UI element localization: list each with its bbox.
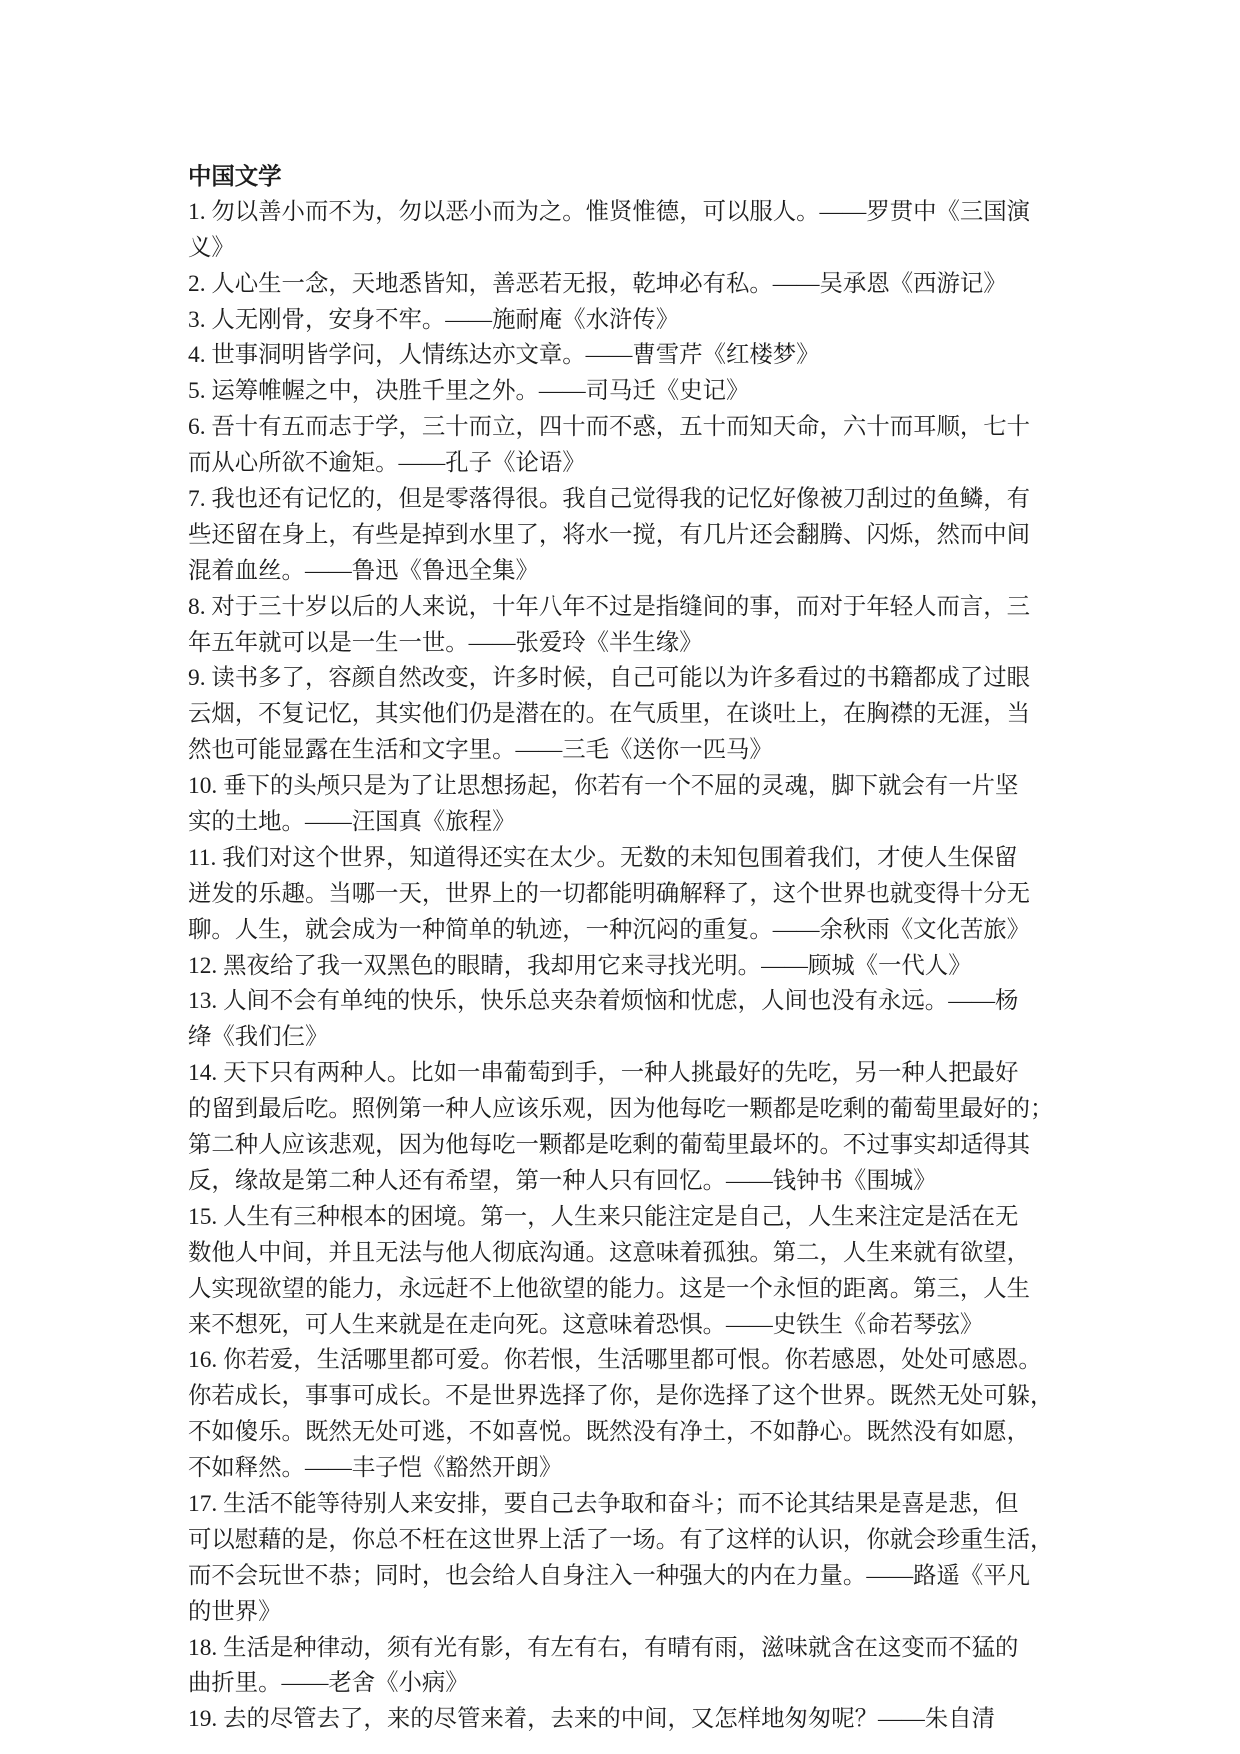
quote-item-17	[188, 1487, 1088, 1631]
quote-line: 绛《我们仨》	[188, 1024, 329, 1051]
quote-item-9	[188, 661, 1088, 769]
quote-line: 而从心所欲不逾矩。——孔子《论语》	[188, 450, 586, 477]
quote-item-8	[188, 590, 1088, 662]
quote-line: 17. 生活不能等待别人来安排，要自己去争取和奋斗；而不论其结果是喜是悲，但	[188, 1490, 1019, 1517]
quote-item-6	[188, 410, 1088, 482]
quote-line: 19. 去的尽管去了，来的尽管来着，去来的中间，又怎样地匆匆呢？——朱自清	[188, 1706, 995, 1733]
quote-line: 6. 吾十有五而志于学，三十而立，四十而不惑，五十而知天命，六十而耳顺，七十	[188, 414, 1031, 441]
quote-line: 来不想死，可人生来就是在走向死。这意味着恐惧。——史铁生《命若琴弦》	[188, 1311, 984, 1338]
quote-line: 2. 人心生一念，天地悉皆知，善恶若无报，乾坤必有私。——吴承恩《西游记》	[188, 270, 1007, 297]
quote-line: 8. 对于三十岁以后的人来说，十年八年不过是指缝间的事，而对于年轻人而言，三	[188, 593, 1031, 620]
quote-item-4	[188, 338, 1088, 374]
quote-line: 13. 人间不会有单纯的快乐，快乐总夹杂着烦恼和忧虑，人间也没有永远。——杨	[188, 988, 1019, 1015]
quote-item-3	[188, 303, 1088, 339]
quote-line: 人实现欲望的能力，永远赶不上他欲望的能力。这是一个永恒的距离。第三，人生	[188, 1275, 1031, 1302]
quote-line: 实的土地。——汪国真《旅程》	[188, 809, 516, 836]
quote-line: 不如傻乐。既然无处可逃，不如喜悦。既然没有净土，不如静心。既然没有如愿，	[188, 1419, 1031, 1446]
quote-line: 11. 我们对这个世界，知道得还实在太少。无数的未知包围着我们，才使人生保留	[188, 844, 1018, 871]
quote-line: 聊。人生，就会成为一种简单的轨迹，一种沉闷的重复。——余秋雨《文化苦旅》	[188, 916, 1031, 943]
quote-line: 义》	[188, 234, 235, 261]
document-body	[188, 159, 1088, 1738]
quote-line: 混着血丝。——鲁迅《鲁迅全集》	[188, 557, 539, 584]
quote-item-12	[188, 949, 1088, 985]
quote-line: 10. 垂下的头颅只是为了让思想扬起，你若有一个不屈的灵魂，脚下就会有一片坚	[188, 773, 1019, 800]
quote-line: 4. 世事洞明皆学问，人情练达亦文章。——曹雪芹《红楼梦》	[188, 342, 820, 369]
quote-line: 的留到最后吃。照例第一种人应该乐观，因为他每吃一颗都是吃剩的葡萄里最好的；	[188, 1096, 1054, 1123]
quote-line: 些还留在身上，有些是掉到水里了，将水一搅，有几片还会翻腾、闪烁，然而中间	[188, 521, 1031, 548]
quote-line: 你若成长，事事可成长。不是世界选择了你，是你选择了这个世界。既然无处可躲，	[188, 1383, 1054, 1410]
quote-item-15	[188, 1200, 1088, 1344]
quote-line: 9. 读书多了，容颜自然改变，许多时候，自己可能以为许多看过的书籍都成了过眼	[188, 665, 1031, 692]
quote-item-19	[188, 1702, 1088, 1738]
quote-line: 1. 勿以善小而不为，勿以恶小而为之。惟贤惟德，可以服人。——罗贯中《三国演	[188, 198, 1031, 225]
quote-item-18	[188, 1631, 1088, 1703]
quote-line: 曲折里。——老舍《小病》	[188, 1670, 469, 1697]
quote-line: 第二种人应该悲观，因为他每吃一颗都是吃剩的葡萄里最坏的。不过事实却适得其	[188, 1132, 1031, 1159]
quote-line: 3. 人无刚骨，安身不牢。——施耐庵《水浒传》	[188, 306, 680, 333]
quote-item-11	[188, 841, 1088, 949]
quote-line: 15. 人生有三种根本的困境。第一，人生来只能注定是自己，人生来注定是活在无	[188, 1203, 1019, 1230]
quote-item-2	[188, 267, 1088, 303]
quote-item-14	[188, 1056, 1088, 1200]
quote-line: 迸发的乐趣。当哪一天，世界上的一切都能明确解释了，这个世界也就变得十分无	[188, 880, 1031, 907]
quote-item-16	[188, 1343, 1088, 1487]
quote-line: 12. 黑夜给了我一双黑色的眼睛，我却用它来寻找光明。——顾城《一代人》	[188, 952, 972, 979]
page-title: 中国文学	[188, 162, 282, 190]
quote-item-1	[188, 195, 1088, 267]
quote-line: 16. 你若爱，生活哪里都可爱。你若恨，生活哪里都可恨。你若感恩，处处可感恩。	[188, 1347, 1042, 1374]
quote-line: 而不会玩世不恭；同时，也会给人自身注入一种强大的内在力量。——路遥《平凡	[188, 1562, 1031, 1589]
quote-item-13	[188, 984, 1088, 1056]
quote-line: 年五年就可以是一生一世。——张爱玲《半生缘》	[188, 629, 703, 656]
quote-line: 然也可能显露在生活和文字里。——三毛《送你一匹马》	[188, 737, 773, 764]
quote-line: 反，缘故是第二种人还有希望，第一种人只有回忆。——钱钟书《围城》	[188, 1167, 937, 1194]
quote-line: 18. 生活是种律动，须有光有影，有左有右，有晴有雨，滋味就含在这变而不猛的	[188, 1634, 1019, 1661]
quote-line: 7. 我也还有记忆的，但是零落得很。我自己觉得我的记忆好像被刀刮过的鱼鳞，有	[188, 486, 1031, 513]
quote-line: 14. 天下只有两种人。比如一串葡萄到手，一种人挑最好的先吃，另一种人把最好	[188, 1060, 1019, 1087]
quote-item-5	[188, 374, 1088, 410]
quote-line: 数他人中间，并且无法与他人彻底沟通。这意味着孤独。第二，人生来就有欲望，	[188, 1239, 1031, 1266]
quote-line: 5. 运筹帷幄之中，决胜千里之外。——司马迁《史记》	[188, 378, 750, 405]
quote-line: 不如释然。——丰子恺《豁然开朗》	[188, 1455, 563, 1482]
quote-line: 可以慰藉的是，你总不枉在这世界上活了一场。有了这样的认识，你就会珍重生活，	[188, 1526, 1054, 1553]
quote-item-7	[188, 482, 1088, 590]
quote-line: 的世界》	[188, 1598, 282, 1625]
quote-item-10	[188, 769, 1088, 841]
quote-line: 云烟，不复记忆，其实他们仍是潜在的。在气质里，在谈吐上，在胸襟的无涯，当	[188, 701, 1031, 728]
